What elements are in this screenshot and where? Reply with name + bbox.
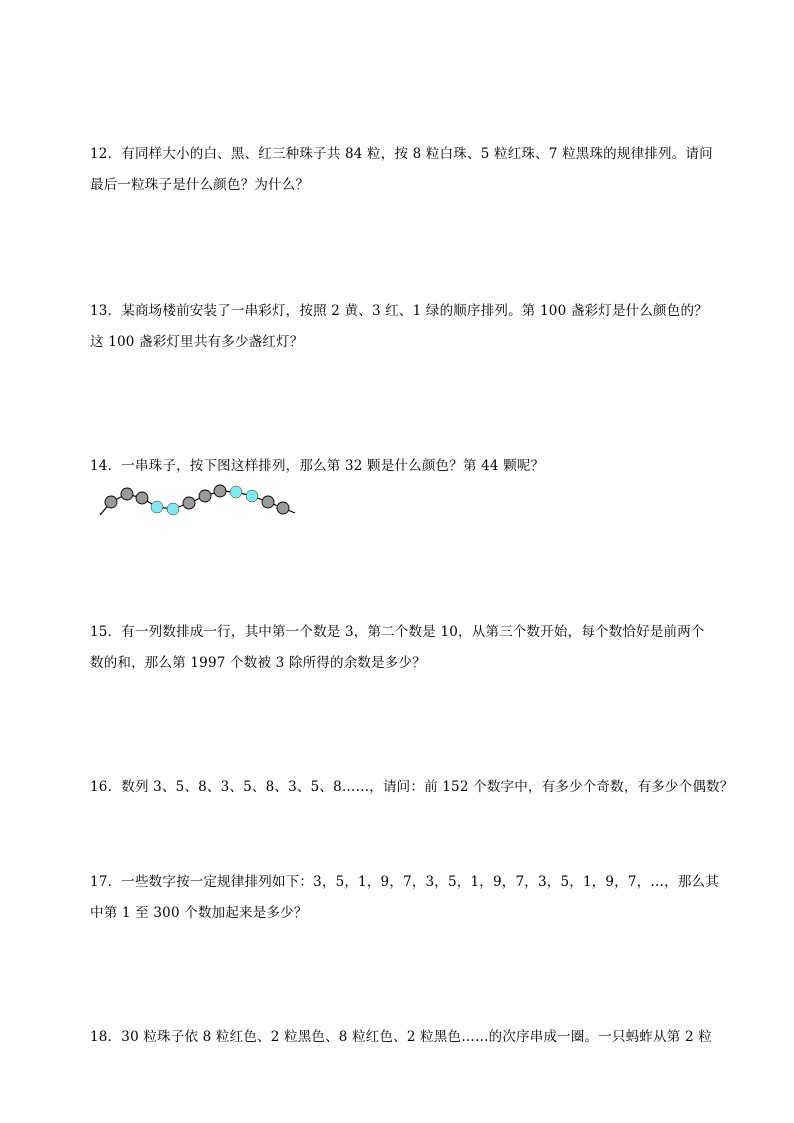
question-12-line-1: 12．有同样大小的白、黑、红三种珠子共 84 粒，按 8 粒白珠、5 粒红珠、7 粒黑珠的规律排列。请问 [90, 146, 713, 162]
bead-cyan [167, 503, 179, 515]
question-17 [90, 867, 719, 929]
bead-gray [121, 488, 133, 500]
question-16 [90, 772, 734, 803]
question-17-line-2: 中第 1 至 300 个数加起来是多少？ [90, 905, 308, 921]
question-14 [90, 451, 706, 482]
bead-gray [183, 497, 195, 509]
question-15-line-1: 15．有一列数排成一行，其中第一个数是 3，第二个数是 10，从第三个数开始，每个数恰好是前两个 [90, 624, 705, 640]
question-13-line-1: 13．某商场楼前安装了一串彩灯，按照 2 黄、3 红、1 绿的顺序排列。第 100 盏彩灯是什么颜色的？ [90, 303, 708, 319]
bead-gray [277, 502, 289, 514]
question-17-line-1: 17．一些数字按一定规律排列如下：3，5，1，9，7，3，5，1，9，7，3，5，1，9，7，…，那么其 [90, 874, 719, 890]
question-13-line-2: 这 100 盏彩灯里共有多少盏红灯？ [90, 334, 304, 350]
bead-cyan [230, 486, 242, 498]
question-18-line-1: 18．30 粒珠子依 8 粒红色、2 粒黑色、8 粒红色、2 粒黑色……的次序串成一圈。一只蚂蚱从第 2 粒 [90, 1029, 712, 1045]
question-15 [90, 617, 706, 679]
bead-cyan [246, 490, 258, 502]
bead-gray [214, 485, 226, 497]
question-16-line-1: 16．数列 3、5、8、3、5、8、3、5、8……，请问：前 152 个数字中，有多少个奇数，有多少个偶数？ [90, 779, 734, 795]
bead-string-figure [96, 482, 300, 518]
bead-gray [199, 490, 211, 502]
question-12-line-2: 最后一粒珠子是什么颜色？为什么？ [90, 177, 310, 193]
bead-gray [262, 496, 274, 508]
question-13 [90, 296, 706, 358]
bead-gray [136, 492, 148, 504]
question-15-line-2: 数的和，那么第 1997 个数被 3 除所得的余数是多少？ [90, 655, 426, 671]
bead-gray [105, 496, 117, 508]
question-12 [90, 139, 713, 201]
bead-cyan [151, 501, 163, 513]
question-14-line-1: 14．一串珠子，按下图这样排列，那么第 32 颗是什么颜色？第 44 颗呢？ [90, 458, 545, 474]
question-18 [90, 1022, 712, 1053]
